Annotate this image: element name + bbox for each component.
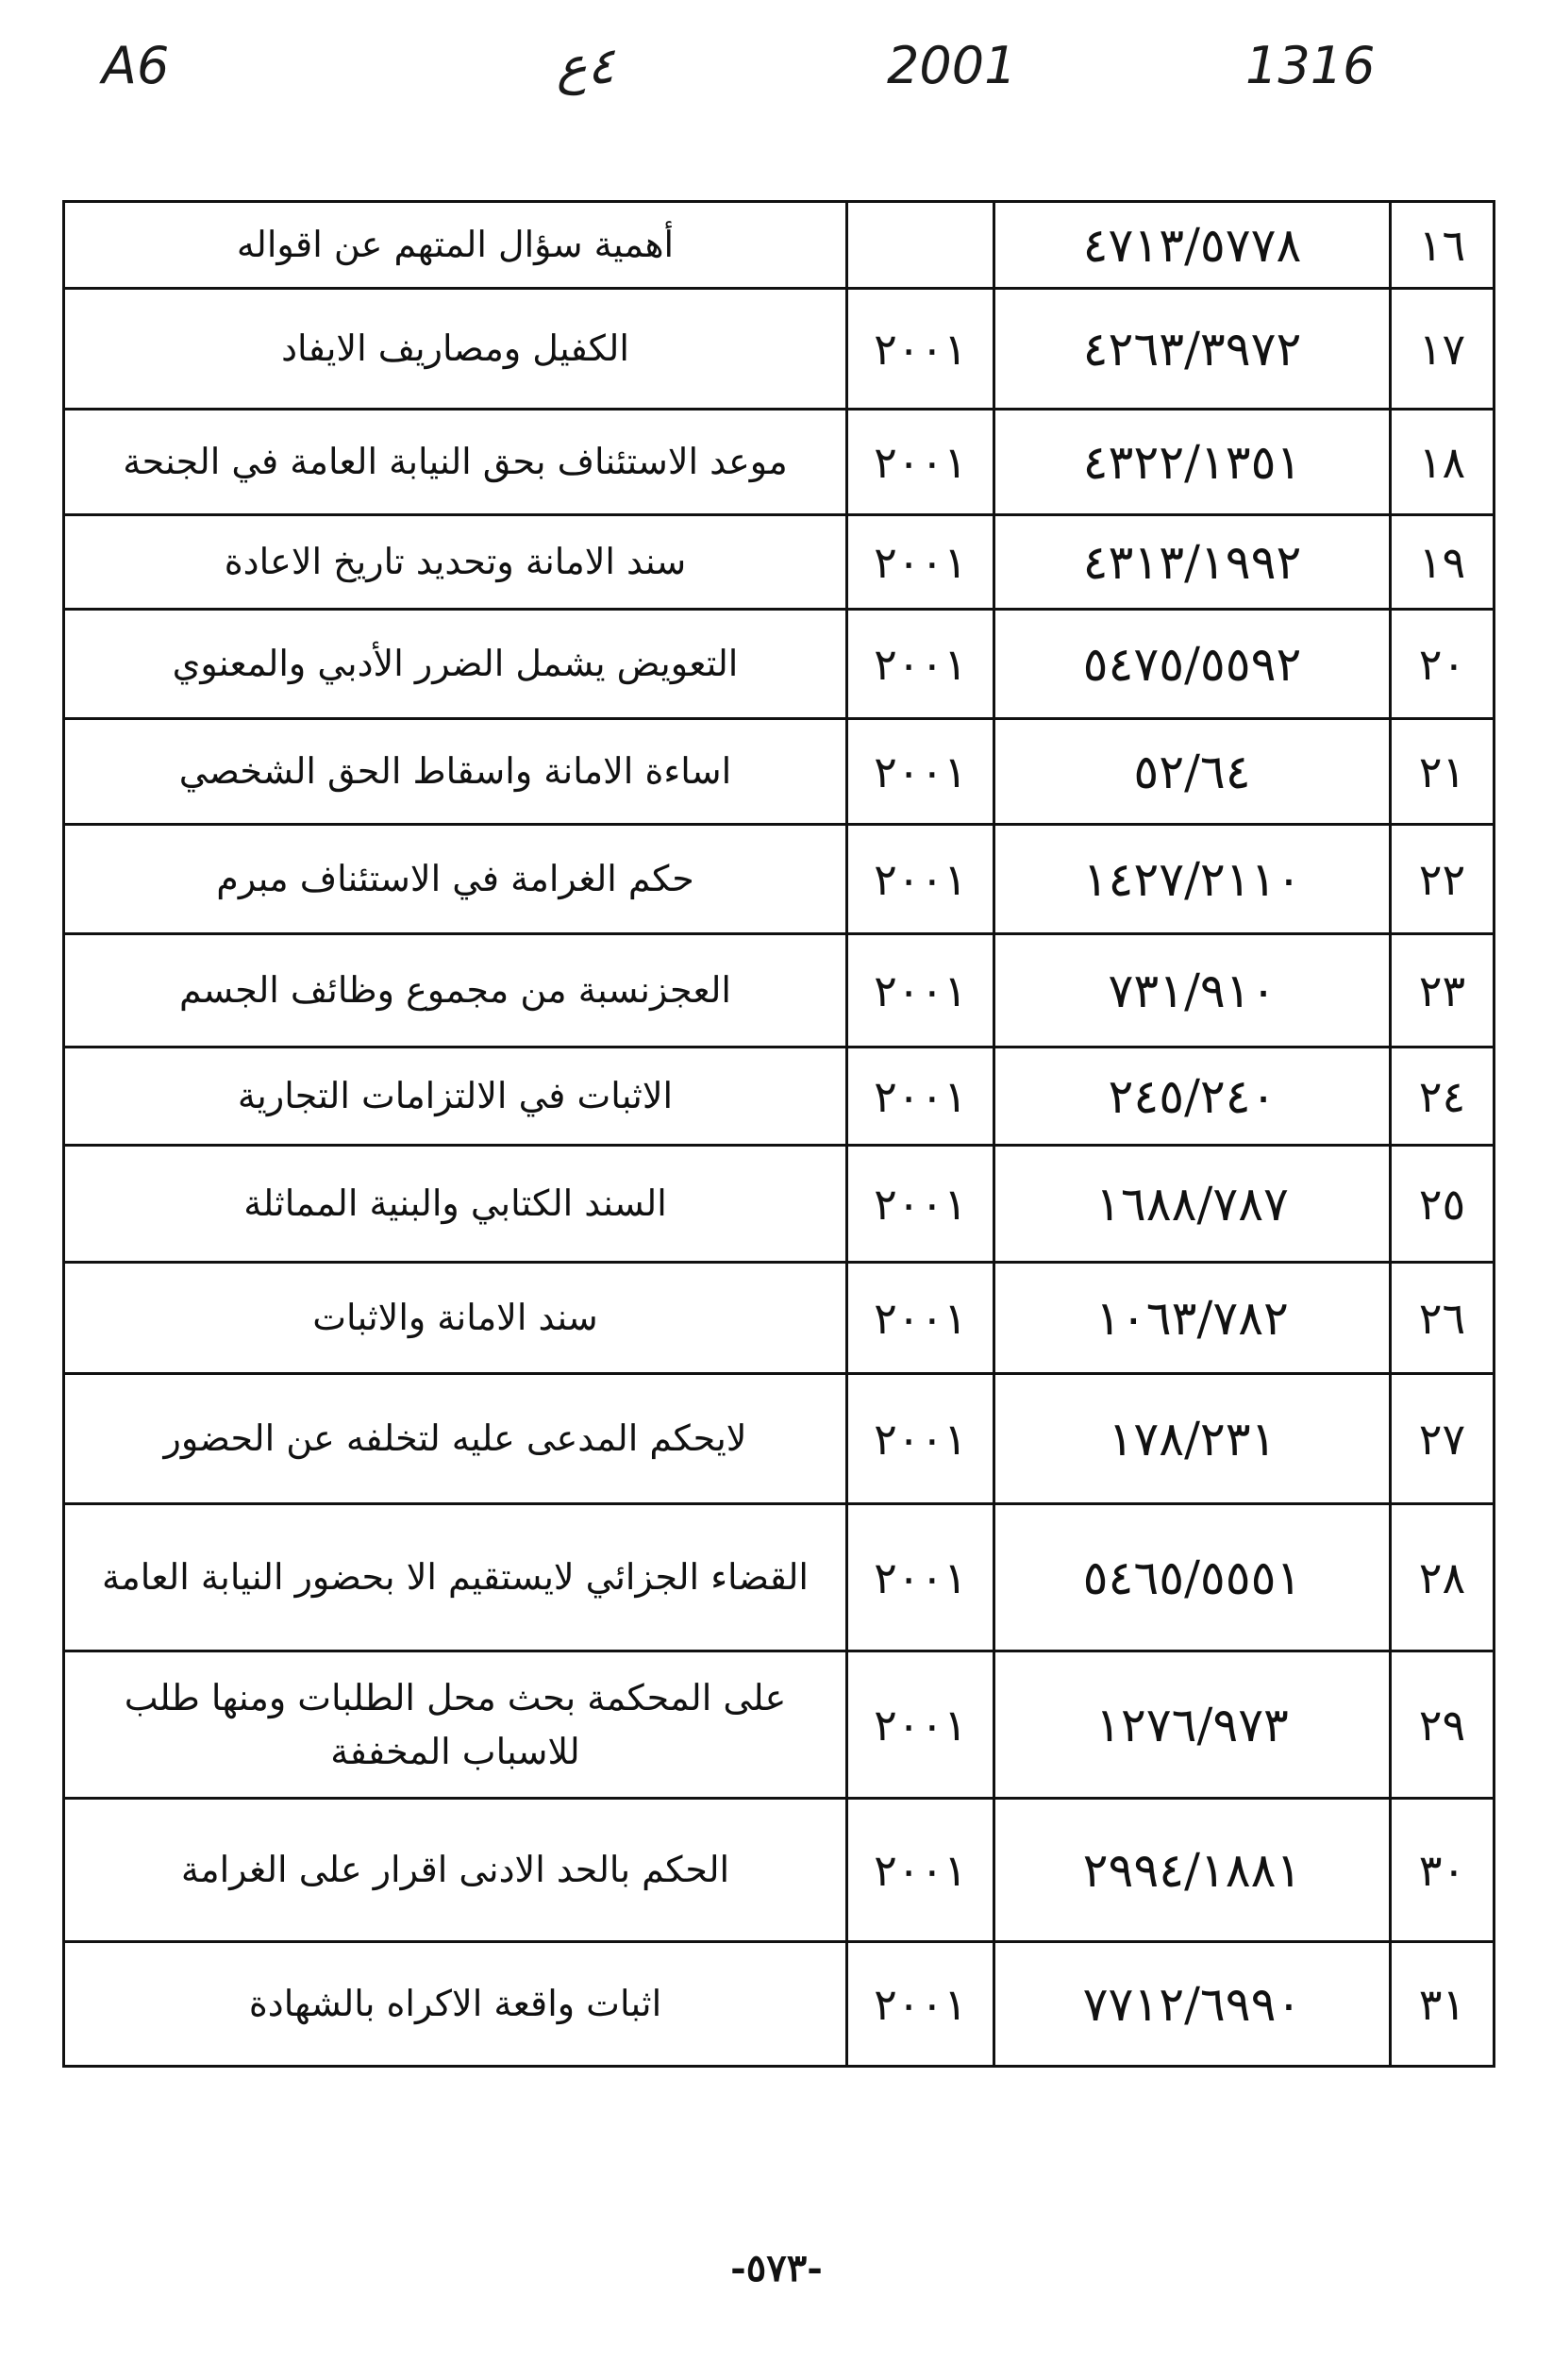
table-row [64, 202, 1495, 289]
case-reference: ٤٧١٣/٥٧٧٨ [994, 202, 1391, 289]
row-number: ٣١ [1391, 1942, 1495, 2067]
case-reference: ١٤٢٧/٢١١٠ [994, 825, 1391, 934]
table-row [64, 515, 1495, 610]
handwritten-note-1: A6 [102, 36, 170, 95]
case-reference: ٧٣١/٩١٠ [994, 934, 1391, 1048]
rulings-table [62, 200, 1495, 2068]
ruling-year: ٢٠٠١ [847, 1048, 994, 1146]
table-row [64, 1799, 1495, 1942]
ruling-year: ٢٠٠١ [847, 515, 994, 610]
table-row [64, 410, 1495, 515]
ruling-year: ٢٠٠١ [847, 825, 994, 934]
ruling-subject: الاثبات في الالتزامات التجارية [64, 1048, 847, 1146]
ruling-subject: سند الامانة وتحديد تاريخ الاعادة [64, 515, 847, 610]
ruling-subject: اثبات واقعة الاكراه بالشهادة [64, 1942, 847, 2067]
ruling-subject: العجزنسبة من مجموع وظائف الجسم [64, 934, 847, 1048]
case-reference: ١٦٨٨/٧٨٧ [994, 1146, 1391, 1263]
page-number: -٥٧٣- [730, 2246, 823, 2290]
case-reference: ٧٧١٢/٦٩٩٠ [994, 1942, 1391, 2067]
ruling-year: ٢٠٠١ [847, 1374, 994, 1504]
case-reference: ٥٤٧٥/٥٥٩٢ [994, 610, 1391, 719]
ruling-year: ٢٠٠١ [847, 934, 994, 1048]
handwritten-note-2: ٤ع [557, 36, 615, 95]
table-row [64, 825, 1495, 934]
row-number: ٣٠ [1391, 1799, 1495, 1942]
row-number: ٢١ [1391, 719, 1495, 825]
table-row [64, 719, 1495, 825]
row-number: ١٦ [1391, 202, 1495, 289]
ruling-subject: سند الامانة والاثبات [64, 1263, 847, 1374]
ruling-subject: الكفيل ومصاريف الايفاد [64, 289, 847, 410]
ruling-year [847, 202, 994, 289]
table-row [64, 1146, 1495, 1263]
ruling-subject: لايحكم المدعى عليه لتخلفه عن الحضور [64, 1374, 847, 1504]
case-reference: ١٧٨/٢٣١ [994, 1374, 1391, 1504]
row-number: ٢٤ [1391, 1048, 1495, 1146]
table-row [64, 934, 1495, 1048]
case-reference: ٥٢/٦٤ [994, 719, 1391, 825]
ruling-year: ٢٠٠١ [847, 1146, 994, 1263]
case-reference: ٤٣١٣/١٩٩٢ [994, 515, 1391, 610]
case-reference: ٥٤٦٥/٥٥٥١ [994, 1504, 1391, 1651]
row-number: ٢٠ [1391, 610, 1495, 719]
table-row [64, 610, 1495, 719]
case-reference: ٤٣٢٢/١٣٥١ [994, 410, 1391, 515]
case-reference: ١٢٧٦/٩٧٣ [994, 1651, 1391, 1799]
ruling-year: ٢٠٠١ [847, 1651, 994, 1799]
rulings-table-body [64, 202, 1495, 2067]
ruling-subject: موعد الاستئناف بحق النيابة العامة في الجنحة [64, 410, 847, 515]
ruling-subject: اساءة الامانة واسقاط الحق الشخصي [64, 719, 847, 825]
ruling-year: ٢٠٠١ [847, 1263, 994, 1374]
ruling-year: ٢٠٠١ [847, 719, 994, 825]
case-reference: ٢٤٥/٢٤٠ [994, 1048, 1391, 1146]
ruling-subject: الحكم بالحد الادنى اقرار على الغرامة [64, 1799, 847, 1942]
table-row [64, 1504, 1495, 1651]
ruling-year: ٢٠٠١ [847, 289, 994, 410]
row-number: ١٩ [1391, 515, 1495, 610]
row-number: ٢٨ [1391, 1504, 1495, 1651]
ruling-year: ٢٠٠١ [847, 410, 994, 515]
ruling-year: ٢٠٠١ [847, 1799, 994, 1942]
row-number: ٢٢ [1391, 825, 1495, 934]
table-row [64, 1374, 1495, 1504]
case-reference: ٤٢٦٣/٣٩٧٢ [994, 289, 1391, 410]
case-reference: ٢٩٩٤/١٨٨١ [994, 1799, 1391, 1942]
row-number: ٢٩ [1391, 1651, 1495, 1799]
table-row [64, 1048, 1495, 1146]
table-row [64, 1942, 1495, 2067]
ruling-subject: القضاء الجزائي لايستقيم الا بحضور النيابة العامة [64, 1504, 847, 1651]
row-number: ٢٧ [1391, 1374, 1495, 1504]
ruling-year: ٢٠٠١ [847, 1942, 994, 2067]
handwritten-note-3: 2001 [887, 36, 1017, 95]
row-number: ٢٦ [1391, 1263, 1495, 1374]
ruling-year: ٢٠٠١ [847, 610, 994, 719]
row-number: ١٧ [1391, 289, 1495, 410]
ruling-subject: التعويض يشمل الضرر الأدبي والمعنوي [64, 610, 847, 719]
handwritten-note-4: 1316 [1245, 36, 1376, 95]
table-row [64, 1651, 1495, 1799]
table-row [64, 1263, 1495, 1374]
row-number: ١٨ [1391, 410, 1495, 515]
row-number: ٢٥ [1391, 1146, 1495, 1263]
table-row [64, 289, 1495, 410]
case-reference: ١٠٦٣/٧٨٢ [994, 1263, 1391, 1374]
ruling-subject: أهمية سؤال المتهم عن اقواله [64, 202, 847, 289]
ruling-subject: حكم الغرامة في الاستئناف مبرم [64, 825, 847, 934]
ruling-year: ٢٠٠١ [847, 1504, 994, 1651]
row-number: ٢٣ [1391, 934, 1495, 1048]
ruling-subject: السند الكتابي والبنية المماثلة [64, 1146, 847, 1263]
ruling-subject: على المحكمة بحث محل الطلبات ومنها طلب للاسباب المخففة [64, 1651, 847, 1799]
